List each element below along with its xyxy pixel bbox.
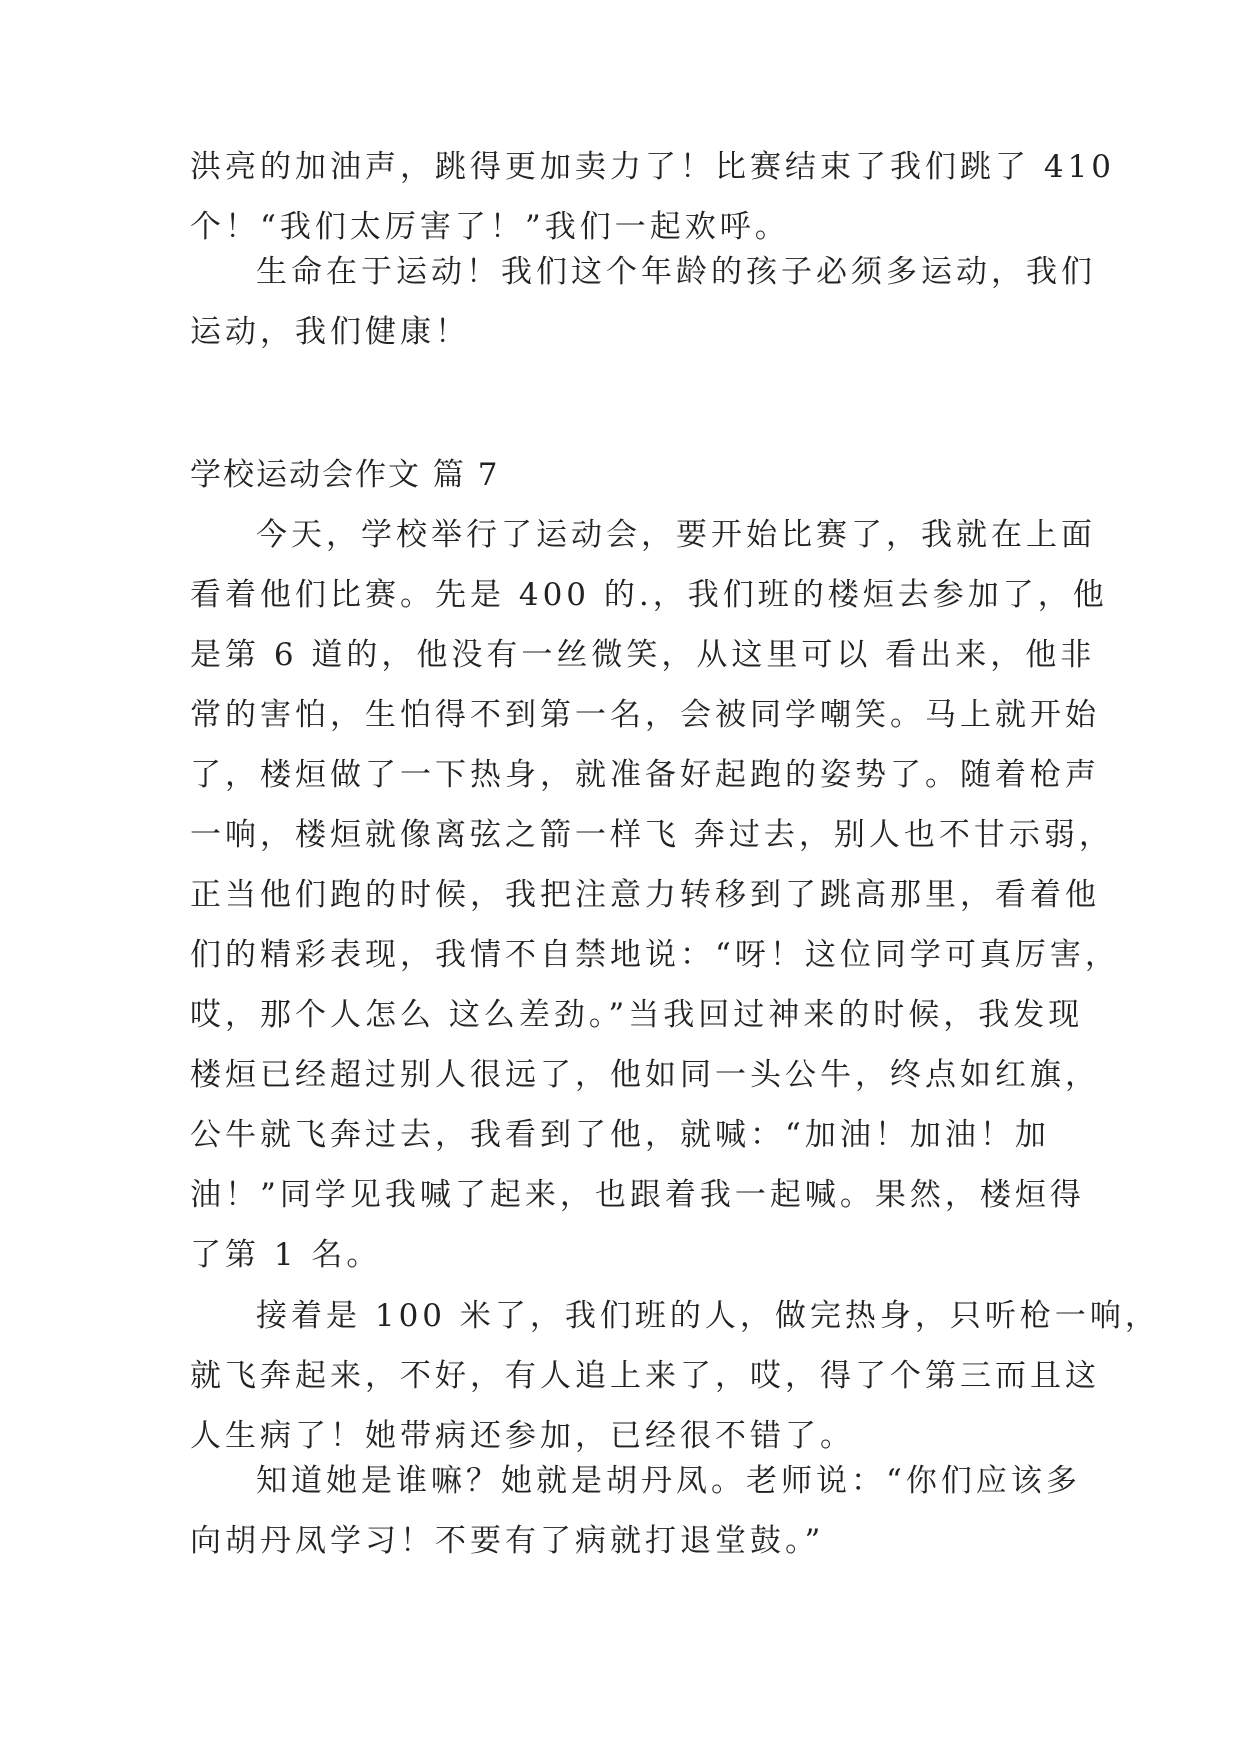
essay-title: 学校运动会作文 篇 7: [190, 457, 500, 493]
paragraph-line: 了第 1 名。: [190, 1237, 382, 1273]
paragraph-line: 人生病了！她带病还参加，已经很不错了。: [190, 1418, 855, 1454]
paragraph-4: [190, 1286, 1160, 1466]
paragraph-line: 运动，我们健康！: [190, 314, 470, 350]
paragraph-line: 个！“我们太厉害了！”我们一起欢呼。: [190, 209, 790, 245]
paragraph-line: 们的精彩表现，我情不自禁地说：“呀！这位同学可真厉害，: [190, 937, 1120, 973]
paragraph-line: 正当他们跑的时候，我把注意力转移到了跳高那里，看着他: [190, 877, 1100, 913]
paragraph-5: [190, 1451, 1081, 1571]
paragraph-line: 常的害怕，生怕得不到第一名，会被同学嘲笑。马上就开始: [190, 697, 1100, 733]
paragraph-line: 楼烜已经超过别人很远了，他如同一头公牛，终点如红旗，: [190, 1057, 1100, 1093]
paragraph-line: 哎，那个人怎么 这么差劲。”当我回过神来的时候，我发现: [190, 997, 1084, 1033]
paragraph-line: 向胡丹凤学习！不要有了病就打退堂鼓。”: [190, 1523, 825, 1559]
paragraph-line: 知道她是谁嘛？她就是胡丹凤。老师说：“你们应该多: [256, 1463, 1081, 1499]
paragraph-line: 生命在于运动！我们这个年龄的孩子必须多运动，我们: [256, 254, 1096, 290]
paragraph-line: 公牛就飞奔过去，我看到了他，就喊：“加油！加油！加: [190, 1117, 1050, 1153]
paragraph-line: 今天，学校举行了运动会，要开始比赛了，我就在上面: [256, 517, 1096, 553]
section-heading: [190, 445, 1070, 505]
paragraph-line: 一响，楼烜就像离弦之箭一样飞 奔过去，别人也不甘示弱，: [190, 817, 1114, 853]
paragraph-line: 了，楼烜做了一下热身，就准备好起跑的姿势了。随着枪声: [190, 757, 1100, 793]
paragraph-1: [190, 137, 1116, 257]
paragraph-line: 接着是 100 米了，我们班的人，做完热身，只听枪一响，: [256, 1298, 1160, 1334]
paragraph-line: 看着他们比赛。先是 400 的.，我们班的楼烜去参加了，他: [190, 577, 1108, 613]
paragraph-line: 油！”同学见我喊了起来，也跟着我一起喊。果然，楼烜得: [190, 1177, 1085, 1213]
paragraph-line: 洪亮的加油声，跳得更加卖力了！比赛结束了我们跳了 410: [190, 149, 1116, 185]
paragraph-3: [190, 505, 1120, 1285]
paragraph-line: 就飞奔起来，不好，有人追上来了，哎，得了个第三而且这: [190, 1358, 1100, 1394]
paragraph-2: [190, 242, 1096, 362]
paragraph-line: 是第 6 道的，他没有一丝微笑，从这里可以 看出来，他非: [190, 637, 1096, 673]
